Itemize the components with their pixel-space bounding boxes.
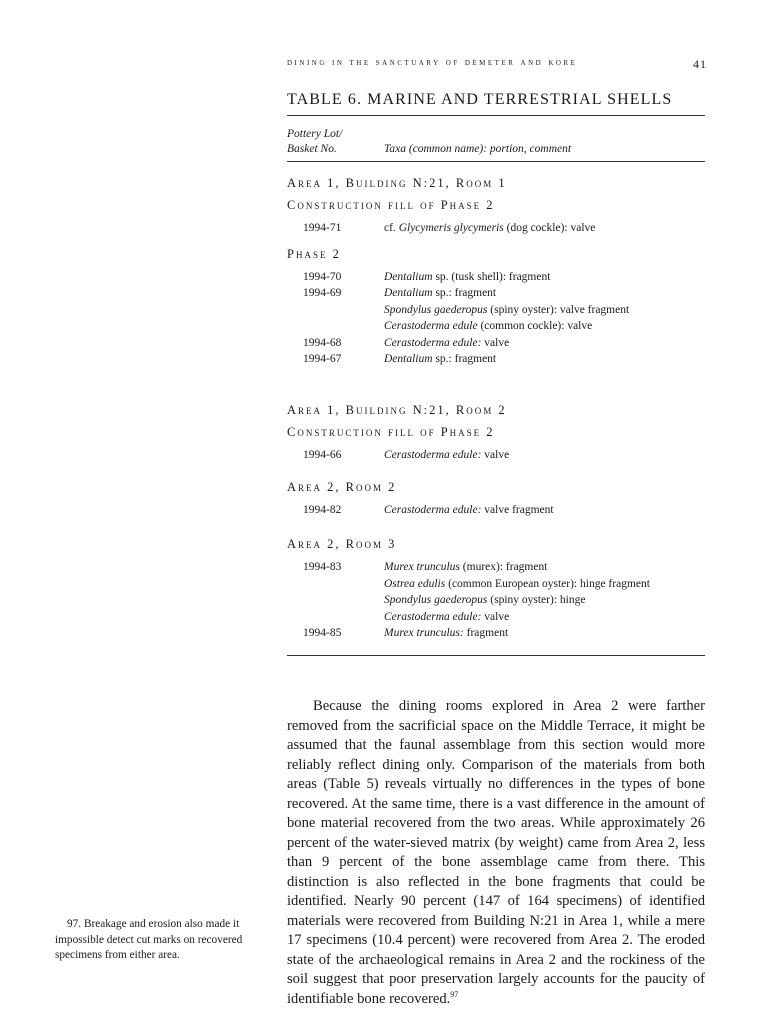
subsection-heading: Construction fill of Phase 2 [287, 425, 495, 439]
table-section [287, 476, 707, 519]
section-heading: Area 1, Building N:21, Room 2 [287, 403, 507, 417]
taxa-entry: Cerastoderma edule (common cockle): valve [384, 320, 593, 332]
table-row [287, 269, 707, 286]
body-paragraph [287, 697, 705, 1009]
table-row [287, 609, 707, 626]
running-head-title: dining in the sanctuary of demeter and kore [287, 57, 578, 68]
lot-number: 1994-71 [303, 222, 342, 234]
column-header-lot [287, 127, 342, 157]
taxa-entry: Spondylus gaederopus (spiny oyster): valve fragment [384, 303, 630, 316]
table-row [287, 318, 707, 335]
taxa-entry: Cerastoderma edule: valve fragment [384, 504, 554, 516]
taxon-name: Cerastoderma edule [384, 320, 478, 332]
page-number: 41 [693, 57, 707, 71]
table-section [287, 399, 707, 470]
taxa-entry: Dentalium sp.: fragment [384, 287, 497, 299]
taxon-name: Ostrea edulis [384, 577, 446, 590]
lot-number: 1994-68 [303, 336, 342, 349]
taxa-entry: Dentalium sp.: fragment [384, 353, 497, 365]
lot-number: 1994-70 [303, 270, 342, 283]
taxon-name: Murex trunculus: [384, 627, 464, 639]
lot-number: 1994-66 [303, 449, 342, 461]
table-row [287, 559, 707, 576]
row-group [287, 447, 707, 464]
taxon-name: Cerastoderma edule: [384, 449, 482, 461]
subsection-heading: Phase 2 [287, 246, 341, 261]
table-column-headers [287, 127, 705, 162]
taxon-name: Cerastoderma edule: [384, 610, 482, 623]
table-bottom-rule [287, 655, 705, 656]
lot-number: 1994-69 [303, 287, 342, 299]
body-text [287, 697, 705, 1009]
table-row [287, 285, 707, 302]
table-row [287, 592, 707, 609]
taxon-name: Dentalium [384, 353, 433, 365]
column-header-lot-line1: Pottery Lot/ [287, 128, 343, 140]
lot-number: 1994-83 [303, 561, 342, 573]
table-section [287, 533, 707, 642]
taxa-entry: cf. Glycymeris glycymeris (dog cockle): valve [384, 222, 596, 234]
body-paragraph-text: Because the dining rooms explored in Area 2 were farther removed from the sacrificial space on the Middle Terrace, it might be assumed that the faunal assemblage from this section would more reliably reflect dining only. Comparison of the materials from both areas (Table 5) reveals virtually no differences in the types of bone recovered. At the same time, there is a vast difference in the amount of bone material recovered from the two areas. While approximately 26 percent of the water-sieved matrix (by weight) came from Area 2, less than 9 percent of the bone assemblage came from there. This distinction is also reflected in the bone fragments that could be identified. Nearly 90 percent (147 of 164 specimens) of identified materials were recovered from Building N:21 in Area 1, while a mere 17 specimens (10.4 percent) were recovered from Area 2. The eroded state of the archaeological remains in Area 2 and the rockiness of the soil suggest that poor preservation largely accounts for the paucity of identifiable bone recovered. [287, 698, 705, 1007]
lot-number: 1994-82 [303, 504, 342, 516]
taxon-name: Cerastoderma edule: [384, 336, 482, 349]
table-row [287, 576, 707, 593]
lot-number: 1994-85 [303, 627, 342, 639]
taxon-name: Cerastoderma edule: [384, 504, 482, 516]
taxon-name: Spondylus gaederopus [384, 303, 488, 316]
subsection-heading: Construction fill of Phase 2 [287, 198, 495, 212]
taxon-name: Dentalium [384, 270, 433, 283]
taxa-entry: Dentalium sp. (tusk shell): fragment [384, 270, 551, 283]
row-group [287, 220, 707, 237]
taxon-name: Glycymeris glycymeris [398, 222, 504, 234]
table-row [287, 302, 707, 319]
row-group [287, 502, 707, 519]
taxa-entry: Spondylus gaederopus (spiny oyster): hinge [384, 594, 586, 606]
row-group [287, 559, 707, 642]
taxa-entry: Ostrea edulis (common European oyster): hinge fragment [384, 577, 650, 590]
section-heading: Area 1, Building N:21, Room 1 [287, 176, 507, 190]
table-row [287, 625, 707, 642]
row-group [287, 269, 707, 368]
table-row [287, 351, 707, 368]
taxa-entry: Murex trunculus: fragment [384, 627, 509, 639]
table-row [287, 335, 707, 352]
table-row [287, 220, 707, 237]
taxa-entry: Cerastoderma edule: valve [384, 449, 510, 461]
taxa-entry: Cerastoderma edule: valve [384, 610, 510, 623]
footnote-reference: 97 [450, 989, 459, 999]
column-header-taxa: Taxa (common name): portion, comment [384, 143, 572, 155]
section-heading: Area 2, Room 2 [287, 480, 397, 494]
table-row [287, 447, 707, 464]
taxon-name: Murex trunculus [384, 561, 460, 573]
lot-number: 1994-67 [303, 353, 342, 365]
taxon-name: Dentalium [384, 287, 433, 299]
table-title: TABLE 6. MARINE AND TERRESTRIAL SHELLS [287, 91, 705, 116]
footnote: 97. Breakage and erosion also made it impossible detect cut marks on recovered specimens from either area. [55, 918, 243, 961]
taxa-entry: Cerastoderma edule: valve [384, 336, 510, 349]
section-heading: Area 2, Room 3 [287, 537, 397, 551]
column-header-lot-line2: Basket No. [287, 143, 337, 155]
taxon-name: Spondylus gaederopus [384, 594, 488, 606]
taxa-entry: Murex trunculus (murex): fragment [384, 561, 548, 573]
table-section [287, 172, 707, 374]
table-row [287, 502, 707, 519]
